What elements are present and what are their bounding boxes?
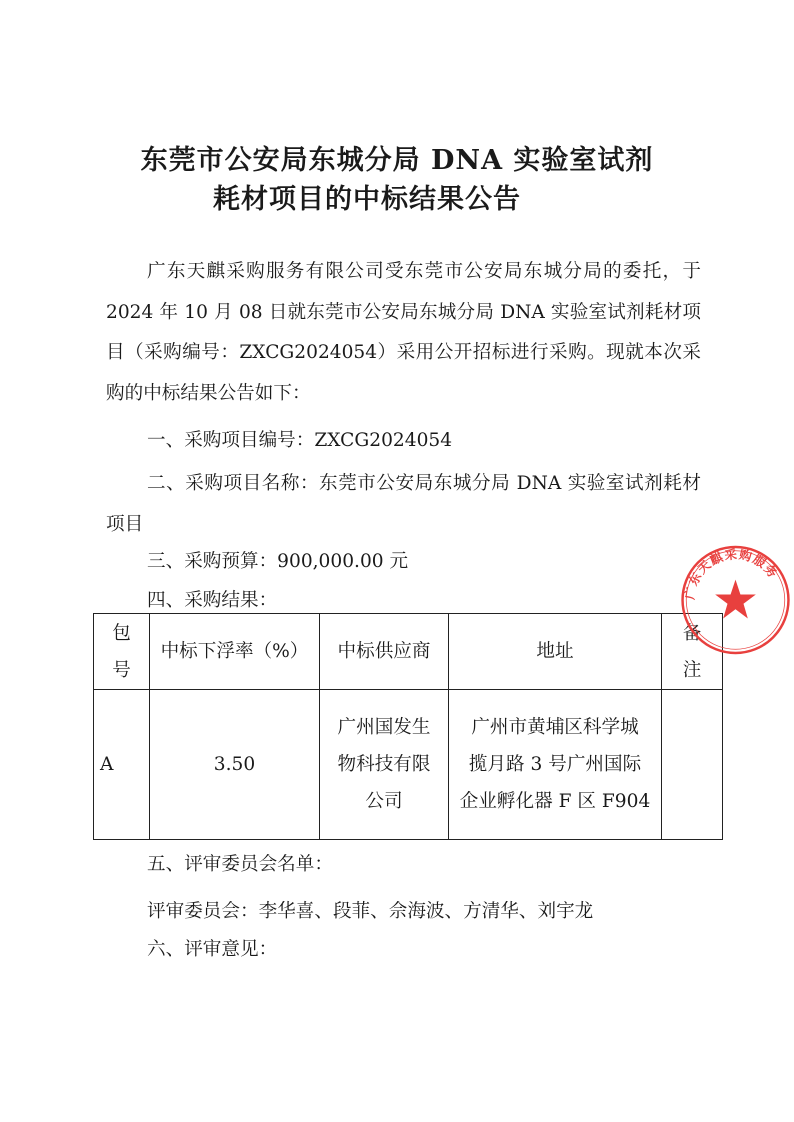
cell-address: 广州市黄埔区科学城 揽月路 3 号广州国际 企业孵化器 F 区 F904 [449,690,662,840]
cell-note [662,690,723,840]
header-rate: 中标下浮率（%） [150,614,320,690]
notice-title-line1: 东莞市公安局东城分局 DNA 实验室试剂 [140,145,654,176]
header-note: 备 注 [662,614,723,690]
seal-text: 广东天麒采购服务 [682,547,781,601]
committee-heading: 五、评审委员会名单： [147,854,333,875]
table-header-row [94,614,723,690]
result-table [93,613,723,840]
cell-rate: 3.50 [150,690,320,840]
company-seal-icon [677,505,794,695]
cell-supplier: 广州国发生 物科技有限 公司 [320,690,449,840]
header-package: 包 号 [94,614,150,690]
intro-paragraph: 广东天麒采购服务有限公司受东莞市公安局东城分局的委托，于 2024 年 10 月 08 日就东莞市公安局东城分局 DNA 实验室试剂耗材项目（采购编号：ZXCG2024054）采用公开招标进行采购。现就本次采购的中标结果公告如下： [106,261,701,404]
committee-members: 评审委员会：李华喜、段菲、佘海波、方清华、刘宇龙 [147,901,594,922]
result-heading: 四、采购结果： [147,590,278,611]
project-name: 二、采购项目名称：东莞市公安局东城分局 DNA 实验室试剂耗材项目 [106,473,701,535]
budget: 三、采购预算：900,000.00 元 [147,551,409,572]
project-number: 一、采购项目编号：ZXCG2024054 [147,430,453,451]
notice-title-line2: 耗材项目的中标结果公告 [213,184,521,215]
opinion-heading: 六、评审意见： [147,939,278,960]
cell-package: A [94,690,150,840]
header-address: 地址 [449,614,662,690]
table-row [94,690,723,840]
header-supplier: 中标供应商 [320,614,449,690]
